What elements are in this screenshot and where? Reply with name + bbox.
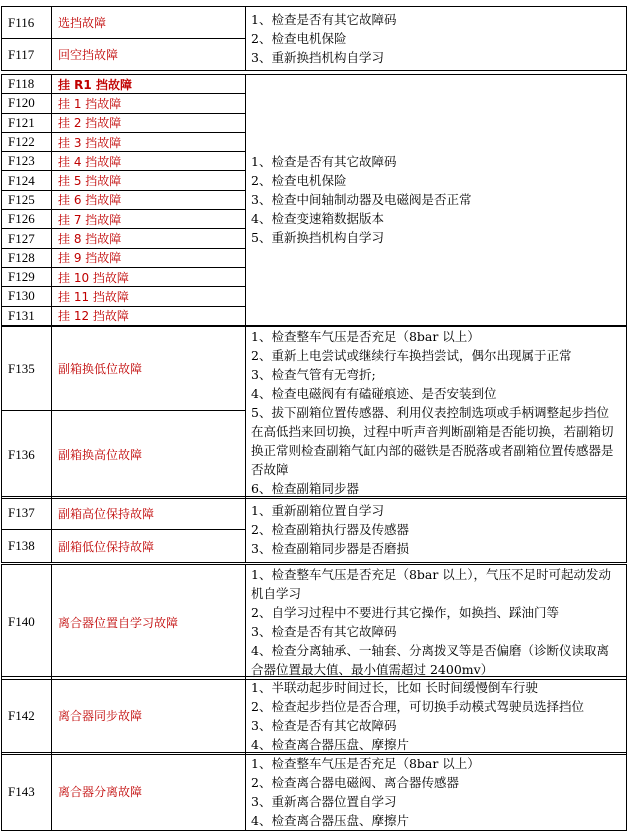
fault-group-gear-engage <box>1 74 627 326</box>
step-item: 2、检查离合器电磁阀、离合器传感器 <box>251 774 459 790</box>
table-row <box>2 75 627 94</box>
table-row <box>2 7 627 39</box>
step-item: 3、检查是否有其它故障码 <box>251 624 397 639</box>
fault-name: 离合器分离故障 <box>52 753 246 831</box>
fault-name: 离合器位置自学习故障 <box>52 565 246 680</box>
fault-code: F122 <box>2 132 52 151</box>
troubleshooting-steps <box>246 7 627 71</box>
fault-code: F135 <box>2 327 52 411</box>
fault-name: 挂 R1 挡故障 <box>52 75 246 94</box>
step-item: 3、重新换挡机构自学习 <box>251 50 384 65</box>
step-item: 3、检查气管有无弯折; <box>251 367 376 382</box>
troubleshooting-steps <box>246 677 627 755</box>
step-item: 3、检查是否有其它故障码 <box>251 717 397 733</box>
fault-code: F126 <box>2 210 52 229</box>
step-item: 2、检查起步挡位是否合理，可切换手动模式驾驶员选择挡位 <box>251 698 584 714</box>
step-item: 4、检查分离轴承、一轴套、分离拨叉等是否偏磨（诊断仪读取离合器位置最大值、最小值需超过 2400mv） <box>251 643 609 677</box>
fault-code: F143 <box>2 753 52 831</box>
step-item: 4、检查离合器压盘、摩擦片 <box>251 812 409 828</box>
fault-code: F130 <box>2 287 52 306</box>
step-item: 1、半联动起步时间过长，比如 长时间缓慢倒车行驶 <box>251 679 538 695</box>
fault-code: F129 <box>2 267 52 286</box>
step-item: 6、检查副箱同步器 <box>251 481 359 496</box>
fault-group-clutch-sync <box>1 676 627 755</box>
step-item: 3、检查中间轴制动器及电磁阀是否正常 <box>251 192 472 208</box>
fault-name: 离合器同步故障 <box>52 677 246 755</box>
fault-name: 副箱高位保持故障 <box>52 497 246 530</box>
fault-name: 回空挡故障 <box>52 39 246 71</box>
table-row <box>2 327 627 411</box>
fault-code: F116 <box>2 7 52 39</box>
fault-code: F137 <box>2 497 52 530</box>
fault-code: F125 <box>2 190 52 209</box>
troubleshooting-steps <box>246 497 627 563</box>
troubleshooting-steps <box>246 75 627 326</box>
step-item: 1、重新副箱位置自学习 <box>251 503 384 518</box>
fault-code: F127 <box>2 229 52 248</box>
fault-name: 挂 11 挡故障 <box>52 287 246 306</box>
fault-code: F136 <box>2 411 52 499</box>
step-item: 2、检查副箱执行器及传感器 <box>251 522 409 537</box>
fault-name: 挂 9 挡故障 <box>52 248 246 267</box>
table-row <box>2 753 627 831</box>
fault-name: 挂 10 挡故障 <box>52 267 246 286</box>
troubleshooting-steps <box>246 327 627 499</box>
step-item: 2、检查电机保险 <box>251 173 347 189</box>
troubleshooting-steps <box>246 565 627 680</box>
fault-code: F120 <box>2 94 52 113</box>
fault-group-shift-select <box>1 6 627 71</box>
fault-name: 挂 4 挡故障 <box>52 152 246 171</box>
step-item: 4、检查离合器压盘、摩擦片 <box>251 736 409 752</box>
fault-name: 挂 12 挡故障 <box>52 306 246 325</box>
step-item: 5、拔下副箱位置传感器、利用仪表控制选项或手柄调整起步挡位在高低挡来回切换，过程中听声音判断副箱是否能切换，若副箱切换正常则检查副箱气缸内部的磁铁是否脱落或者副箱位置传感器是否故障 <box>251 405 614 477</box>
step-item: 1、检查整车气压是否充足（8bar 以上），气压不足时可起动发动机自学习 <box>251 567 612 601</box>
step-item: 5、重新换挡机构自学习 <box>251 230 384 246</box>
fault-name: 挂 1 挡故障 <box>52 94 246 113</box>
step-item: 1、检查整车气压是否充足（8bar 以上） <box>251 755 480 771</box>
fault-name: 副箱换高位故障 <box>52 411 246 499</box>
fault-code: F128 <box>2 248 52 267</box>
fault-group-range-shift <box>1 326 627 499</box>
fault-code: F142 <box>2 677 52 755</box>
fault-name: 挂 8 挡故障 <box>52 229 246 248</box>
step-item: 2、自学习过程中不要进行其它操作，如换挡、踩油门等 <box>251 605 559 620</box>
fault-code: F117 <box>2 39 52 71</box>
step-item: 1、检查是否有其它故障码 <box>251 154 397 170</box>
step-item: 2、重新上电尝试或继续行车换挡尝试，偶尔出现属于正常 <box>251 348 572 363</box>
fault-group-range-hold <box>1 496 627 563</box>
fault-code: F118 <box>2 75 52 94</box>
step-item: 4、检查电磁阀有有磕碰痕迹、是否安装到位 <box>251 386 497 401</box>
fault-code: F124 <box>2 171 52 190</box>
fault-name: 挂 6 挡故障 <box>52 190 246 209</box>
step-item: 3、重新离合器位置自学习 <box>251 793 397 809</box>
fault-code: F140 <box>2 565 52 680</box>
fault-code: F121 <box>2 113 52 132</box>
step-item: 1、检查整车气压是否充足（8bar 以上） <box>251 329 480 344</box>
fault-code: F123 <box>2 152 52 171</box>
step-item: 2、检查电机保险 <box>251 31 347 46</box>
fault-name: 副箱换低位故障 <box>52 327 246 411</box>
fault-name: 挂 2 挡故障 <box>52 113 246 132</box>
step-item: 3、检查副箱同步器是否磨损 <box>251 541 409 556</box>
table-row <box>2 497 627 530</box>
fault-name: 副箱低位保持故障 <box>52 530 246 563</box>
table-row <box>2 677 627 755</box>
step-item: 1、检查是否有其它故障码 <box>251 12 397 27</box>
step-item: 4、检查变速箱数据版本 <box>251 211 384 227</box>
fault-name: 选挡故障 <box>52 7 246 39</box>
fault-name: 挂 3 挡故障 <box>52 132 246 151</box>
fault-code: F131 <box>2 306 52 325</box>
fault-group-clutch-learn <box>1 564 627 680</box>
table-row <box>2 565 627 680</box>
fault-name: 挂 5 挡故障 <box>52 171 246 190</box>
fault-group-clutch-release <box>1 752 627 831</box>
fault-code: F138 <box>2 530 52 563</box>
troubleshooting-steps <box>246 753 627 831</box>
fault-name: 挂 7 挡故障 <box>52 210 246 229</box>
